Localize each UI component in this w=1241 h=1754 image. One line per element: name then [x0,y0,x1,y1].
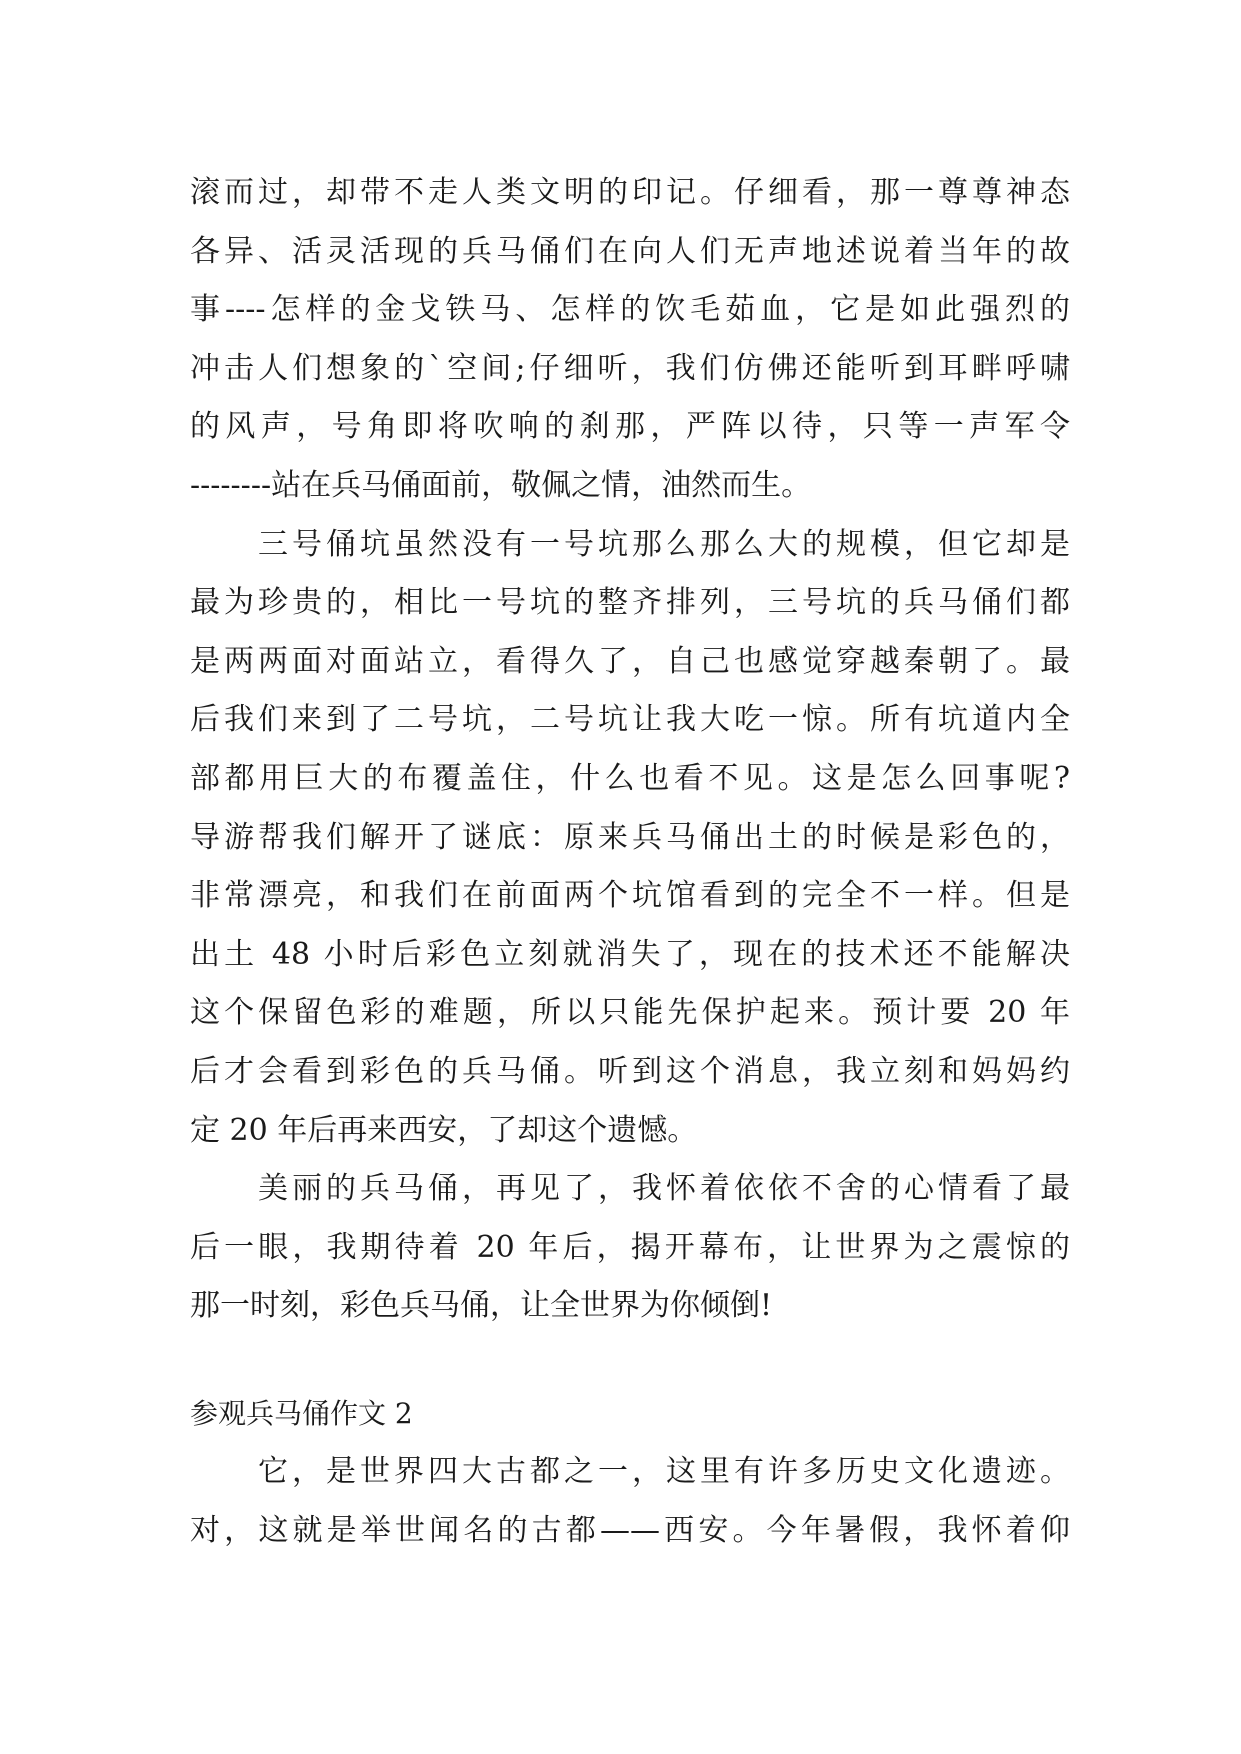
text-line: 各异、活灵活现的兵马俑们在向人们无声地述说着当年的故 [190,233,1070,269]
text-line: 是两两面对面站立，看得久了，自己也感觉穿越秦朝了。最 [190,643,1070,679]
text-line: 事----怎样的金戈铁马、怎样的饮毛茹血，它是如此强烈的 [190,292,1070,328]
text-line: 导游帮我们解开了谜底：原来兵马俑出土的时候是彩色的， [190,819,1070,855]
section-heading: 参观兵马俑作文 2 [190,1396,413,1430]
text-line: 滚而过，却带不走人类文明的印记。仔细看，那一尊尊神态 [190,175,1070,210]
text-line: 的风声，号角即将吹响的刹那，严阵以待，只等一声军令 [190,409,1070,445]
text-line: 定 20 年后再来西安，了却这个遗憾。 [190,1112,698,1148]
text-line: 后才会看到彩色的兵马俑。听到这个消息，我立刻和妈妈约 [190,1053,1070,1089]
paragraph-1 [190,164,1070,516]
text-line: 这个保留色彩的难题，所以只能先保护起来。预计要 20 年 [190,995,1070,1031]
text-line: 它，是世界四大古都之一，这里有许多历史文化遗迹。 [258,1454,1070,1490]
text-line: 那一时刻，彩色兵马俑，让全世界为你倾倒! [190,1288,773,1324]
section-gap [190,1336,1070,1385]
text-line: 对，这就是举世闻名的古都——西安。今年暑假，我怀着仰 [190,1513,1070,1549]
paragraph-3 [190,1160,1070,1336]
paragraph-2 [190,516,1070,1161]
text-line: 最为珍贵的，相比一号坑的整齐排列，三号坑的兵马俑们都 [190,585,1070,621]
text-line: --------站在兵马俑面前，敬佩之情，油然而生。 [190,467,812,503]
text-line: 后我们来到了二号坑，二号坑让我大吃一惊。所有坑道内全 [190,702,1070,738]
text-line: 三号俑坑虽然没有一号坑那么那么大的规模，但它却是 [258,526,1070,562]
text-line: 部都用巨大的布覆盖住，什么也看不见。这是怎么回事呢? [190,760,1070,796]
text-line: 美丽的兵马俑，再见了，我怀着依依不舍的心情看了最 [258,1171,1070,1207]
text-line: 冲击人们想象的`空间;仔细听，我们仿佛还能听到耳畔呼啸 [190,350,1070,386]
text-line: 后一眼，我期待着 20 年后，揭开幕布，让世界为之震惊的 [190,1229,1070,1265]
document-page [190,164,1070,1561]
text-line: 出土 48 小时后彩色立刻就消失了，现在的技术还不能解决 [190,936,1070,972]
paragraph-4 [190,1443,1070,1560]
text-line: 非常漂亮，和我们在前面两个坑馆看到的完全不一样。但是 [190,878,1070,914]
